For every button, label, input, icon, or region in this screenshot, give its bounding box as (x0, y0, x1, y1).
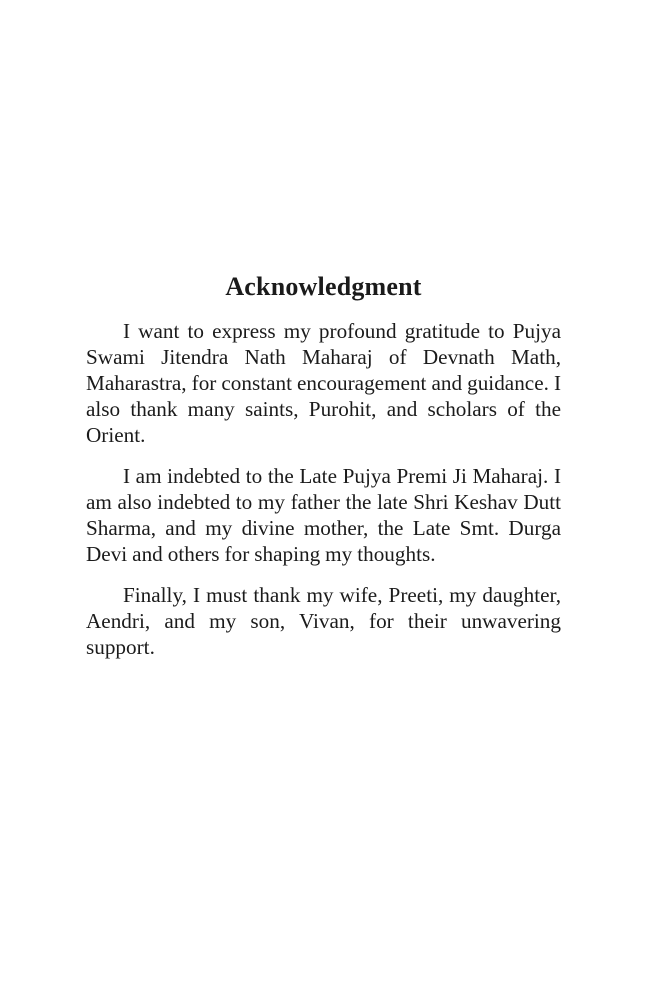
page-title: Acknowledgment (225, 272, 422, 301)
paragraph-indebted: I am indebted to the Late Pujya Premi Ji Maharaj. I am also indebted to my father the late Shri Keshav Dutt Sharma, and my divine mother, the Late Smt. Durga Devi and others for shaping my thoughts. (86, 464, 561, 566)
paragraph-family-thanks: Finally, I must thank my wife, Preeti, my daughter, Aendri, and my son, Vivan, for their unwavering support. (86, 583, 561, 659)
paragraph-gratitude: I want to express my profound gratitude to Pujya Swami Jitendra Nath Maharaj of Devnath Math, Maharastra, for constant encouragement and guidance. I also thank many saints, Purohit, and scholars of the Orient. (86, 319, 561, 447)
text-block (86, 271, 561, 660)
